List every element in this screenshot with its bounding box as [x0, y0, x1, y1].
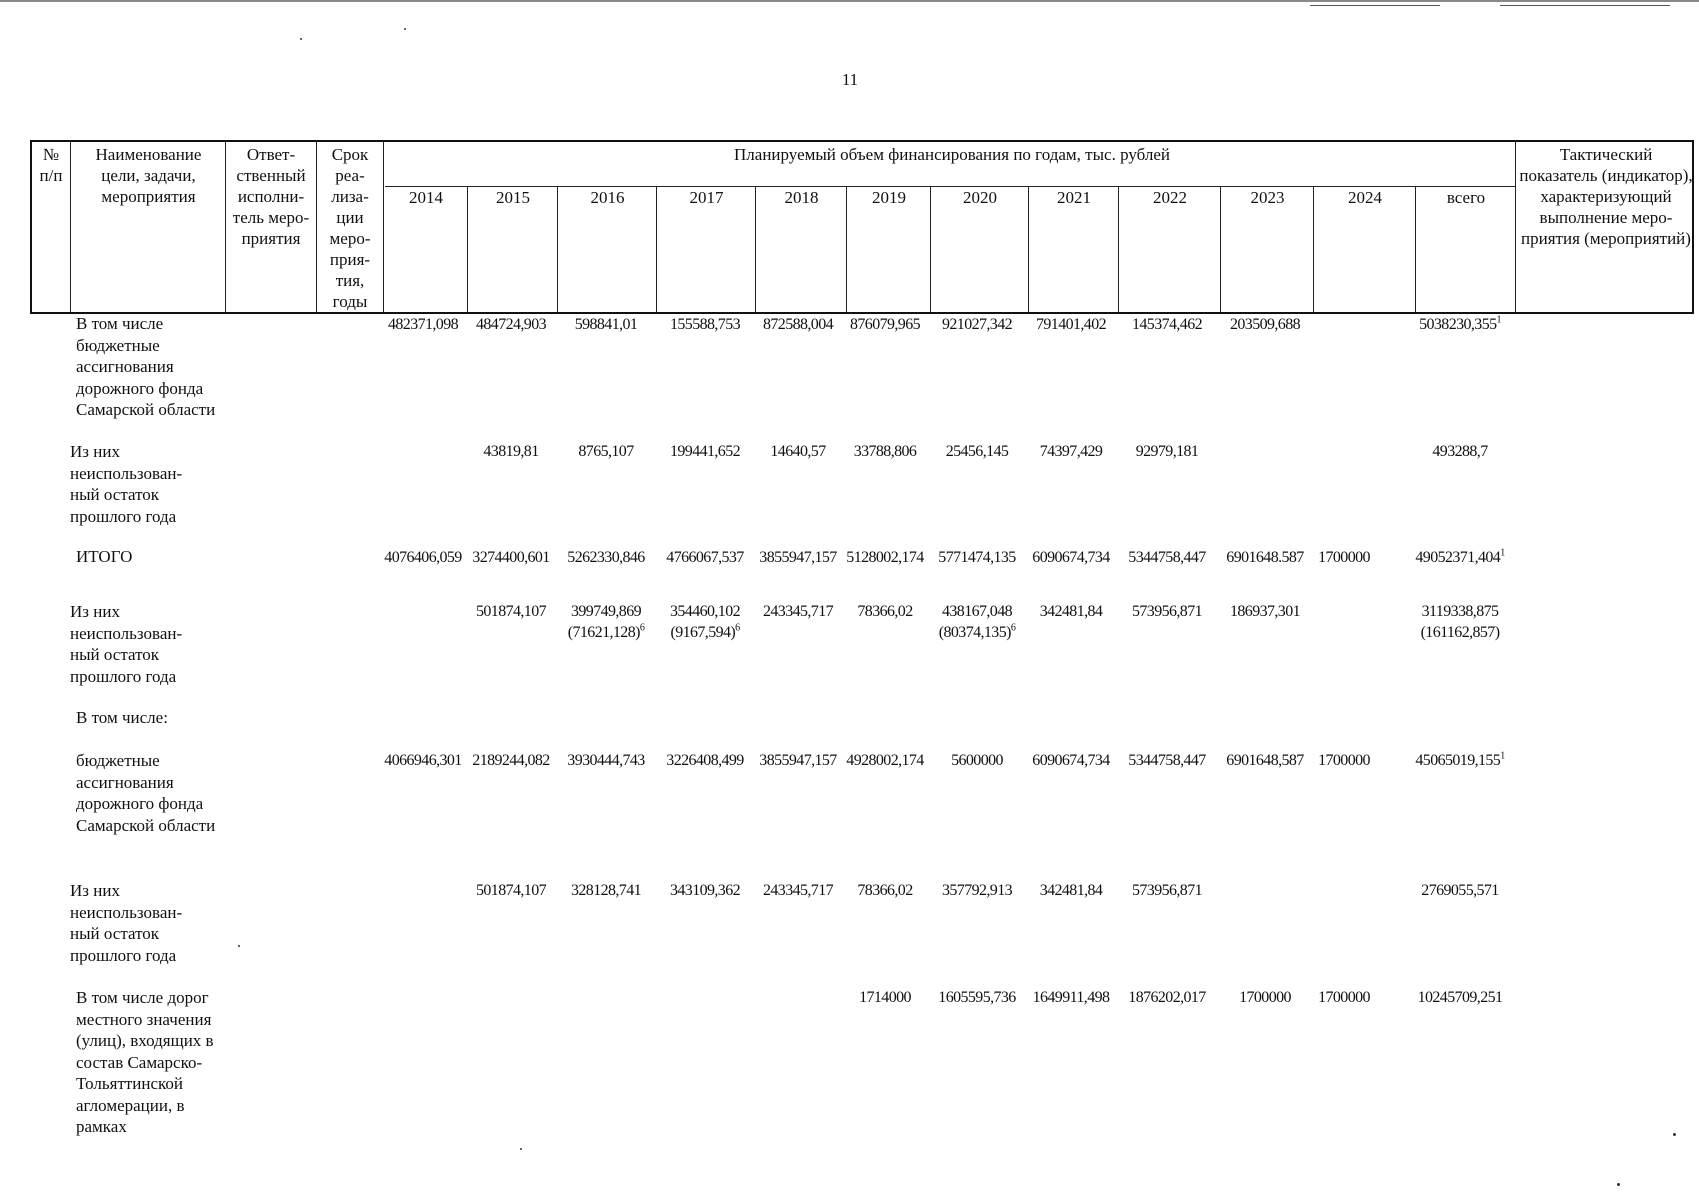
year-divider [930, 186, 931, 312]
header-name: Наименование цели, задачи, мероприятия [95, 145, 202, 206]
value-cell: 343109,362 [669, 882, 741, 899]
scan-artifact [300, 38, 302, 40]
scan-artifact [1310, 5, 1440, 6]
value-cell: 14640,57 [770, 443, 826, 460]
value-cell: 791401,402 [1035, 316, 1107, 333]
year-divider [557, 186, 558, 312]
value-cell: 1700000 [1318, 549, 1370, 566]
scan-artifact [1617, 1183, 1620, 1186]
value-cell: 342481,84 [1039, 882, 1103, 899]
header-financing: Планируемый объем финансирования по годам, тыс. рублей [734, 145, 1170, 164]
value-cell: 8765,107 [578, 443, 634, 460]
scan-artifact [1673, 1133, 1676, 1136]
row-label: бюджетные ассигнования дорожного фонда Самарской области [76, 751, 216, 835]
scan-artifact [520, 1148, 522, 1150]
value-cell: 573956,871 [1131, 603, 1203, 620]
year-divider [656, 186, 657, 312]
value-cell: 598841,01 [574, 316, 638, 333]
value-cell: 145374,462 [1131, 316, 1203, 333]
value-cell: 501874,107 [475, 882, 547, 899]
total-cell: 5038230,355$^1$ [1419, 314, 1501, 333]
value-cell: 155588,753 [669, 316, 741, 333]
top-border-line [0, 0, 1699, 2]
year-2022: 2022 [1153, 188, 1187, 207]
value-cell: 6090674,734 [1032, 549, 1110, 566]
value-cell: 92979,181 [1135, 443, 1199, 460]
header-num: № п/п [39, 145, 63, 185]
row-label: В том числе дорог местного значения (улиц), входящих в состав Самарско-Тольяттинской агломерации, в рамках [76, 988, 214, 1136]
header-divider [316, 142, 317, 312]
scan-artifact [1500, 5, 1670, 6]
value-cell: 1714000 [859, 989, 911, 1006]
value-cell: 5344758,447 [1128, 752, 1206, 769]
value-cell: 5600000 [951, 752, 1003, 769]
value-cell: 3274400,601 [472, 549, 550, 566]
subvalue-cell: $(9167,594)^6$ [670, 622, 740, 641]
value-cell: 357792,913 [941, 882, 1013, 899]
year-2019: 2019 [872, 188, 906, 207]
year-2018: 2018 [784, 188, 819, 207]
scan-artifact [238, 945, 240, 947]
total-cell: 49052371,404$^1$ [1415, 547, 1505, 566]
subvalue-cell: $(71621,128)^6$ [567, 622, 645, 641]
value-cell: 573956,871 [1131, 882, 1203, 899]
header-executor: Ответ-ственный исполни-тель меро-приятия [232, 145, 310, 248]
value-cell: 1876202,017 [1128, 989, 1206, 1006]
value-cell: 43819,81 [483, 443, 539, 460]
value-cell: 6901648,587 [1226, 752, 1304, 769]
year-divider [755, 186, 756, 312]
value-cell: 1605595,736 [938, 989, 1016, 1006]
scan-artifact [404, 28, 406, 30]
value-cell: 5128002,174 [846, 549, 924, 566]
total-cell: 3119338,875 [1421, 603, 1499, 620]
value-cell: 1700000 [1318, 752, 1370, 769]
footnote-mark: 1 [1500, 547, 1505, 559]
footnote-mark: 1 [1496, 314, 1501, 326]
value-cell: 25456,145 [945, 443, 1009, 460]
value-cell: 2189244,082 [472, 752, 550, 769]
table-header [30, 140, 1694, 314]
header-divider [383, 142, 384, 312]
row-label: Из них неиспользован-ный остаток прошлого года [70, 442, 183, 526]
value-cell: 484724,903 [475, 316, 547, 333]
row-label: Из них неиспользован-ный остаток прошлого года [70, 602, 183, 686]
value-cell: 3855947,157 [759, 752, 837, 769]
value-cell: 243345,717 [762, 882, 834, 899]
value-cell: 5771474,135 [938, 549, 1016, 566]
row-label: В том числе бюджетные ассигнования дорожного фонда Самарской области [76, 314, 216, 419]
value-cell: 199441,652 [669, 443, 741, 460]
value-cell: 1700000 [1318, 989, 1370, 1006]
total-cell: 493288,7 [1432, 443, 1488, 460]
header-divider [1515, 142, 1516, 312]
year-2020: 2020 [963, 188, 997, 207]
value-cell: 4066946,301 [384, 752, 462, 769]
year-divider [1220, 186, 1221, 312]
value-cell: 78366,02 [857, 603, 913, 620]
value-cell: 872588,004 [762, 316, 834, 333]
value-cell: 1700000 [1239, 989, 1291, 1006]
value-cell: 5344758,447 [1128, 549, 1206, 566]
header-period: Срок реа-лиза-ции меро-прия-тия, годы [329, 145, 371, 311]
value-cell: 74397,429 [1039, 443, 1103, 460]
value-cell: 6090674,734 [1032, 752, 1110, 769]
year-2023: 2023 [1250, 188, 1285, 207]
value-cell: 482371,098 [387, 316, 459, 333]
header-indicator: Тактический показатель (индикатор), характеризующий выполнение меро-приятия (мероприятий) [1519, 145, 1693, 248]
row-label: В том числе: [76, 708, 168, 727]
footnote-mark: 6 [1010, 622, 1016, 634]
year-divider [1415, 186, 1416, 312]
value-cell: 5262330,846 [567, 549, 645, 566]
value-cell: 3226408,499 [666, 752, 744, 769]
value-cell: 4928002,174 [846, 752, 924, 769]
value-cell: 3930444,743 [567, 752, 645, 769]
total-cell: 2769055,571 [1421, 882, 1499, 899]
row-label: ИТОГО [76, 547, 133, 566]
value-cell: 1649911,498 [1032, 989, 1110, 1006]
footnote-mark: 1 [1500, 750, 1505, 762]
year-2021: 2021 [1057, 188, 1091, 207]
year-total: всего [1446, 188, 1486, 207]
value-cell: 33788,806 [853, 443, 917, 460]
value-cell: 438167,048 [941, 603, 1013, 620]
value-cell: 4766067,537 [666, 549, 744, 566]
year-2017: 2017 [689, 188, 724, 207]
header-divider [225, 142, 226, 312]
total-cell: 10245709,251 [1417, 989, 1503, 1006]
value-cell: 186937,301 [1229, 603, 1301, 620]
year-2016: 2016 [590, 188, 625, 207]
value-cell: 78366,02 [857, 882, 913, 899]
total-cell: 45065019,155$^1$ [1415, 750, 1505, 769]
header-divider [70, 142, 71, 312]
value-cell: 243345,717 [762, 603, 834, 620]
year-divider [1313, 186, 1314, 312]
year-divider [1118, 186, 1119, 312]
year-2014: 2014 [409, 188, 443, 207]
subvalue-cell: (161162,857) [1420, 624, 1500, 641]
year-divider [846, 186, 847, 312]
page-number: 11 [841, 70, 859, 89]
value-cell: 3855947,157 [759, 549, 837, 566]
value-cell: 342481,84 [1039, 603, 1103, 620]
footnote-mark: 6 [735, 622, 740, 634]
year-2024: 2024 [1348, 188, 1382, 207]
subvalue-cell: $(80374,135)^6$ [938, 622, 1016, 641]
year-divider [1028, 186, 1029, 312]
value-cell: 4076406,059 [384, 549, 462, 566]
year-2015: 2015 [496, 188, 530, 207]
value-cell: 354460,102 [669, 603, 741, 620]
footnote-mark: 6 [639, 622, 645, 634]
value-cell: 399749,869 [570, 603, 642, 620]
value-cell: 876079,965 [849, 316, 921, 333]
value-cell: 328128,741 [570, 882, 642, 899]
row-label: Из них неиспользован-ный остаток прошлого года [70, 881, 183, 965]
value-cell: 921027,342 [941, 316, 1013, 333]
value-cell: 501874,107 [475, 603, 547, 620]
year-divider [467, 186, 468, 312]
value-cell: 203509,688 [1229, 316, 1301, 333]
value-cell: 6901648.587 [1226, 549, 1304, 566]
